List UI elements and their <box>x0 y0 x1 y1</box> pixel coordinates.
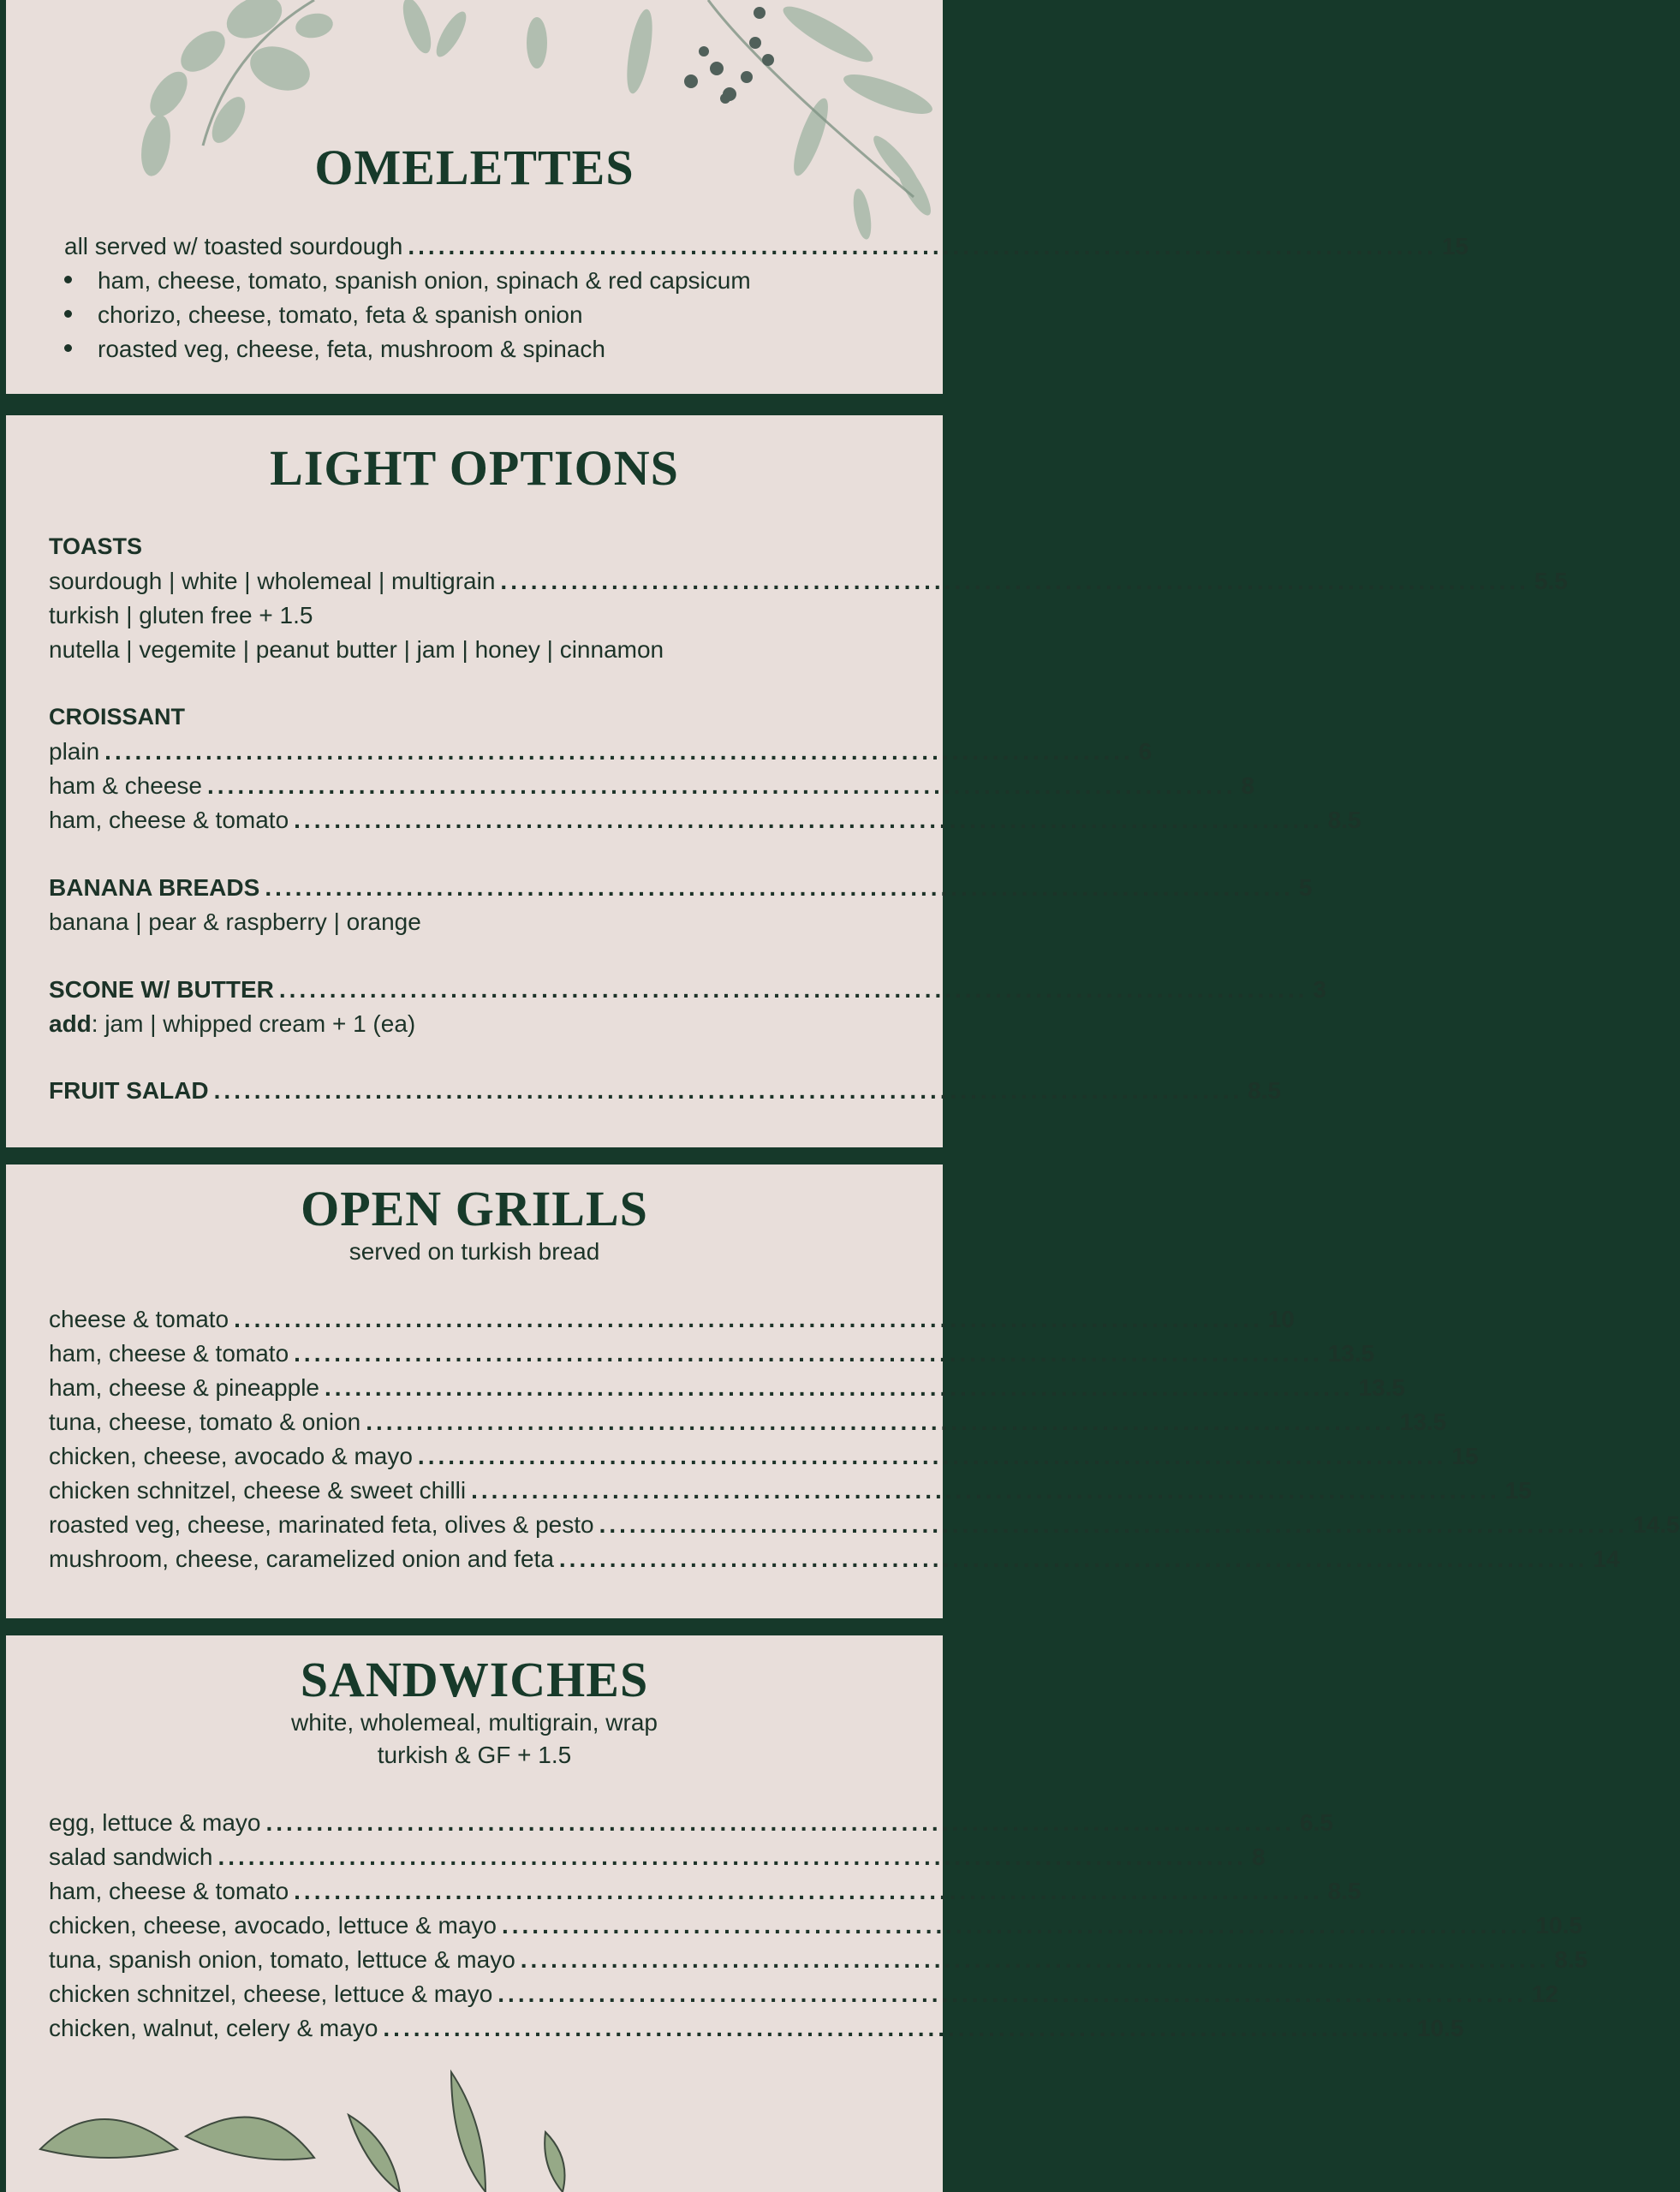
menu-item-row <box>49 1844 1266 1871</box>
item-label: roasted veg, cheese, marinated feta, olives & pesto <box>49 1511 594 1538</box>
item-price: 13.5 <box>1327 1340 1375 1367</box>
item-label: chicken, walnut, celery & mayo <box>49 2015 378 2041</box>
menu-item-row <box>49 2015 1464 2042</box>
menu-item-row <box>49 1546 1620 1573</box>
dot-leader: ...................................................................................................... <box>417 1443 1447 1469</box>
sandwiches-panel <box>6 1635 1588 2192</box>
item-label: cheese & tomato <box>49 1306 229 1332</box>
croissant-heading: CROISSANT <box>49 704 186 730</box>
menu-item-row <box>49 1981 1558 2008</box>
toasts-row <box>49 568 1568 595</box>
menu-item-row <box>49 1878 1361 1905</box>
item-label: all served w/ toasted sourdough <box>64 233 403 259</box>
item-price: 8 <box>1251 1844 1266 1870</box>
item-price: 6.5 <box>1299 1809 1333 1836</box>
menu-item-row <box>49 1809 1333 1837</box>
open-grills-panel <box>6 1164 1680 1618</box>
omelette-option: chorizo, cheese, tomato, feta & spanish onion <box>64 301 583 329</box>
menu-item-row <box>49 1477 1532 1504</box>
item-label: chicken, cheese, avocado, lettuce & mayo <box>49 1912 497 1939</box>
item-label: mushroom, cheese, caramelized onion and feta <box>49 1546 554 1572</box>
item-price: 14 <box>1593 1546 1620 1572</box>
dot-leader: ...................................................................................................... <box>217 1844 1247 1870</box>
item-price: 8.5 <box>1554 1946 1588 1973</box>
fruit-salad-row <box>49 1077 1282 1105</box>
menu-item-row <box>49 1511 1680 1539</box>
item-price: 8.5 <box>1327 807 1361 833</box>
dot-leader: ...................................................................................................... <box>497 1981 1527 2007</box>
item-price: 3 <box>1313 976 1326 1003</box>
item-price: 15 <box>1504 1477 1532 1504</box>
dot-leader: ...................................................................................................... <box>294 1340 1323 1367</box>
sandwiches-subtitle: white, wholemeal, multigrain, wrap <box>291 1709 658 1736</box>
item-price: 15 <box>1451 1443 1479 1469</box>
dot-leader: ...................................................................................................... <box>104 738 1134 765</box>
croissant-row <box>49 807 1361 834</box>
item-label: BANANA BREADS <box>49 874 260 901</box>
croissant-row <box>49 738 1153 765</box>
dot-leader: ...................................................................................................... <box>265 1809 1295 1836</box>
item-label: chicken schnitzel, cheese & sweet chilli <box>49 1477 467 1504</box>
item-label: ham & cheese <box>49 772 202 799</box>
light-options-title: LIGHT OPTIONS <box>270 440 679 496</box>
dot-leader: ...................................................................................................... <box>265 874 1294 901</box>
sandwiches-title: SANDWICHES <box>300 1652 649 1707</box>
toasts-note: turkish | gluten free + 1.5 <box>49 602 313 628</box>
item-label: salad sandwich <box>49 1844 213 1870</box>
dot-leader: ...................................................................................................... <box>294 807 1323 833</box>
item-price: 5 <box>1298 874 1313 901</box>
croissant-row <box>49 772 1255 800</box>
open-grills-title: OPEN GRILLS <box>301 1181 648 1236</box>
item-label: SCONE W/ BUTTER <box>49 976 274 1003</box>
item-price: 15 <box>1441 233 1469 259</box>
dot-leader: ...................................................................................................... <box>366 1409 1395 1435</box>
dot-leader: ...................................................................................................... <box>500 568 1529 594</box>
dot-leader: ...................................................................................................... <box>325 1374 1354 1401</box>
dot-leader: ...................................................................................................... <box>294 1878 1323 1904</box>
item-label: chicken, cheese, avocado & mayo <box>49 1443 413 1469</box>
dot-leader: ...................................................................................................... <box>558 1546 1588 1572</box>
scone-note: add: jam | whipped cream + 1 (ea) <box>49 1010 416 1037</box>
dot-leader: ...................................................................................................... <box>520 1946 1550 1973</box>
item-price: 8.5 <box>1327 1878 1361 1904</box>
menu-item-row <box>49 1306 1295 1333</box>
item-price: 14.5 <box>1633 1511 1680 1538</box>
dot-leader: ...................................................................................................... <box>501 1912 1531 1939</box>
item-price: 12 <box>1531 1981 1558 2007</box>
menu-item-row <box>49 1409 1447 1436</box>
menu-item-row <box>49 1340 1375 1367</box>
item-price: 8 <box>1241 772 1255 799</box>
toasts-heading: TOASTS <box>49 533 143 559</box>
item-price: 13.5 <box>1358 1374 1405 1401</box>
item-label: egg, lettuce & mayo <box>49 1809 261 1836</box>
item-label: FRUIT SALAD <box>49 1077 209 1104</box>
item-label: ham, cheese & tomato <box>49 807 289 833</box>
item-label: ham, cheese & tomato <box>49 1340 289 1367</box>
eucalyptus-leaves-decoration <box>6 0 943 240</box>
toasts-note: nutella | vegemite | peanut butter | jam | honey | cinnamon <box>49 636 664 663</box>
item-label: chicken schnitzel, cheese, lettuce & mayo <box>49 1981 493 2007</box>
item-label: plain <box>49 738 100 765</box>
menu-item-row <box>49 1443 1479 1470</box>
olive-leaves-decoration <box>6 2055 943 2192</box>
open-grills-subtitle: served on turkish bread <box>349 1238 600 1265</box>
item-price: 10.5 <box>1416 2015 1464 2041</box>
omelette-option: ham, cheese, tomato, spanish onion, spinach & red capsicum <box>64 267 751 295</box>
item-label: sourdough | white | wholemeal | multigrain <box>49 568 496 594</box>
dot-leader: ...................................................................................................... <box>471 1477 1500 1504</box>
light-options-panel <box>6 415 1568 1147</box>
dot-leader: ...................................................................................................... <box>213 1077 1243 1104</box>
menu-item-row <box>49 1374 1405 1402</box>
dot-leader: ...................................................................................................... <box>599 1511 1629 1538</box>
item-label: ham, cheese & tomato <box>49 1878 289 1904</box>
item-price: 10.5 <box>1535 1912 1582 1939</box>
banana-bread-row <box>49 874 1313 902</box>
item-label: tuna, spanish onion, tomato, lettuce & mayo <box>49 1946 515 1973</box>
item-price: 8.5 <box>1248 1077 1282 1104</box>
scone-row <box>49 976 1326 1004</box>
dot-leader: ...................................................................................................... <box>408 233 1437 259</box>
banana-bread-note: banana | pear & raspberry | orange <box>49 908 421 935</box>
omelettes-title: OMELETTES <box>314 140 634 195</box>
dot-leader: ...................................................................................................... <box>207 772 1236 799</box>
dot-leader: ...................................................................................................... <box>278 976 1308 1003</box>
item-label: ham, cheese & pineapple <box>49 1374 319 1401</box>
omelettes-panel <box>6 0 1469 394</box>
omelette-option: roasted veg, cheese, feta, mushroom & spinach <box>64 336 605 363</box>
dot-leader: ...................................................................................................... <box>383 2015 1412 2041</box>
item-label: tuna, cheese, tomato & onion <box>49 1409 361 1435</box>
menu-item-row <box>49 1912 1582 1939</box>
item-price: 13.5 <box>1399 1409 1447 1435</box>
item-price: 6 <box>1138 738 1153 765</box>
item-price: 10 <box>1267 1306 1295 1332</box>
sandwiches-subtitle: turkish & GF + 1.5 <box>377 1742 572 1768</box>
menu-item-row <box>49 1946 1588 1974</box>
item-price: 5.5 <box>1534 568 1568 594</box>
omelettes-intro-row <box>64 233 1469 260</box>
dot-leader: ...................................................................................................... <box>234 1306 1263 1332</box>
